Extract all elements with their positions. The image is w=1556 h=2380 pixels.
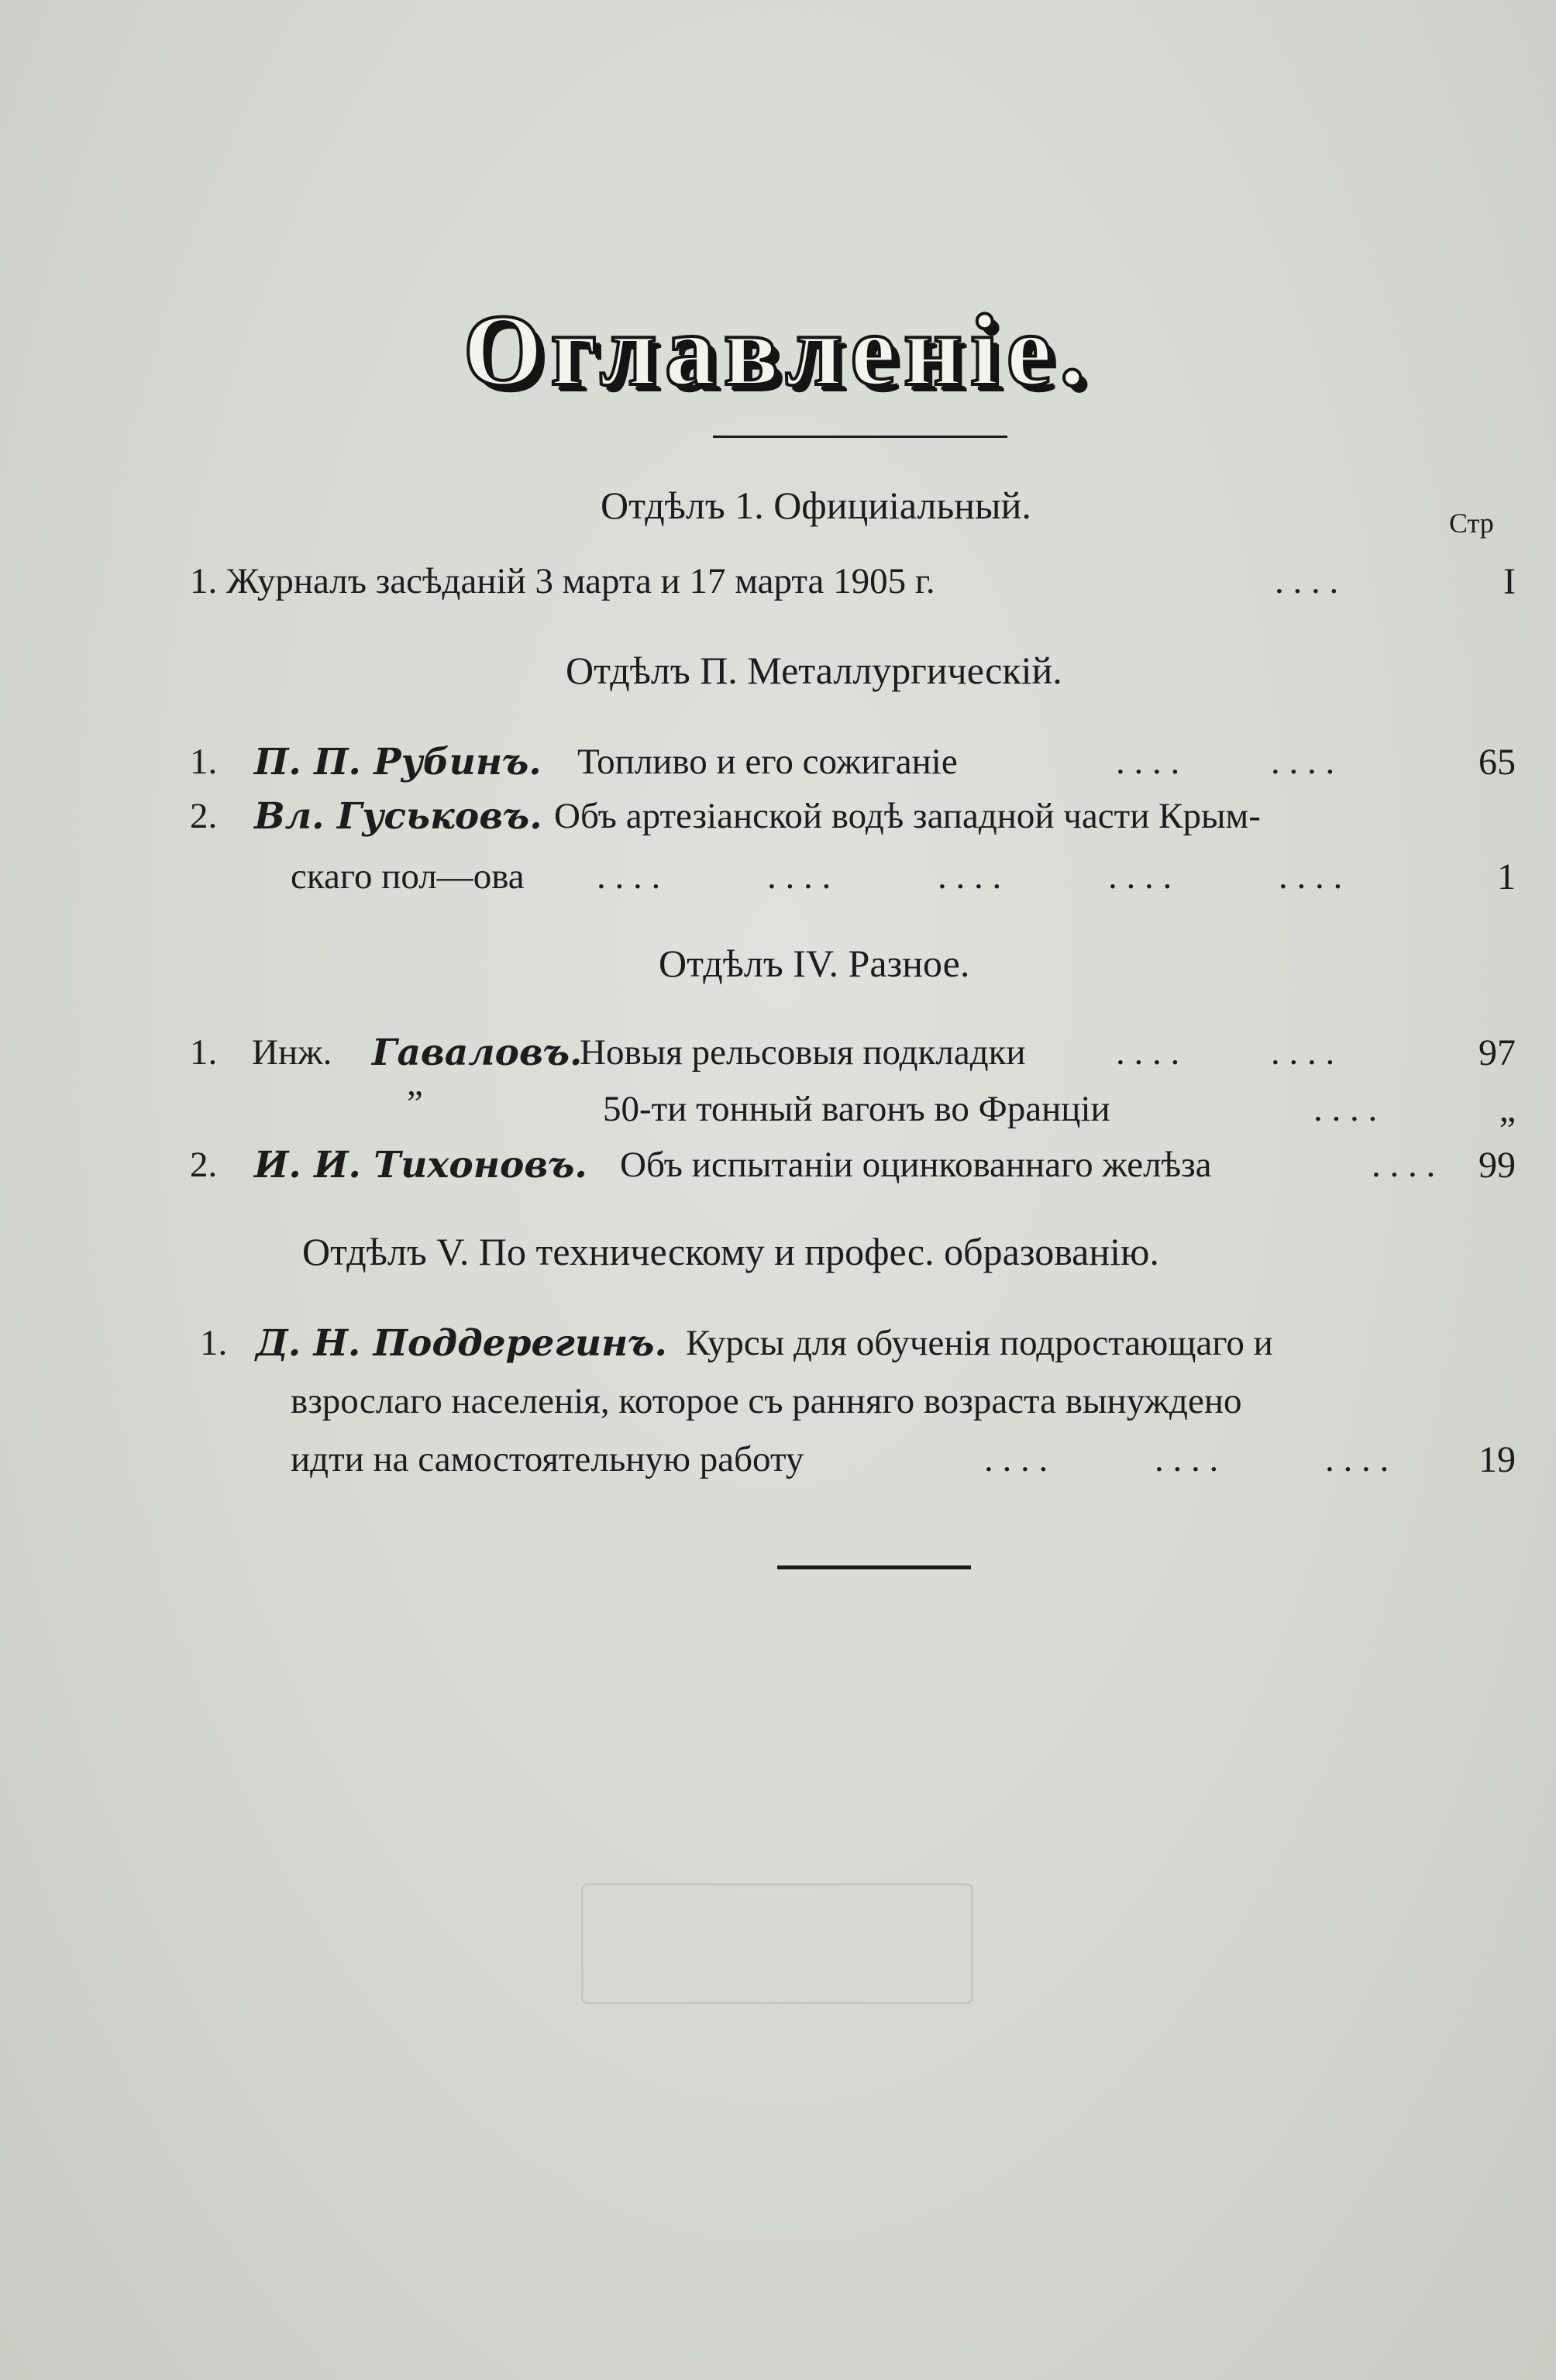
toc-entry-author: П. П. Рубинъ. [254,741,542,784]
dot-leader: . . . . [1325,1439,1389,1479]
dot-leader: . . . . [767,856,831,897]
toc-entry-number: 1. [200,1323,228,1363]
dot-leader: . . . . [1372,1145,1436,1185]
dot-leader: . . . . [1271,742,1335,782]
dot-leader: . . . . [1116,742,1180,782]
toc-entry-text: Топливо и его сожиганіе [577,742,958,782]
dot-leader: . . . . [597,856,661,897]
dot-leader: . . . . [938,856,1002,897]
document-title: Оглавленіе. [463,293,1093,407]
toc-entry-continuation: скаго пол—ова [291,856,525,897]
page-column-label: Стр [1449,508,1494,539]
toc-entry-author: Д. Н. Поддерегинъ. [256,1322,667,1365]
dot-leader: . . . . [1116,1032,1180,1073]
toc-entry-author: Вл. Гуськовъ. [254,795,542,838]
toc-entry-number: 1. [190,1032,218,1073]
toc-entry-text: 50-ти тонный вагонъ во Франціи [603,1089,1110,1129]
toc-entry-text: идти на самостоятельную работу [291,1439,804,1479]
dot-leader: . . . . [1271,1032,1335,1073]
toc-entry-author: И. И. Тихоновъ. [254,1144,587,1187]
section-heading-5: Отдѣлъ V. По техническому и профес. образованію. [302,1230,1159,1273]
toc-entry-text: Курсы для обученія подростающаго и [686,1323,1273,1363]
toc-entry-number: 2. [190,1145,218,1185]
toc-entry-number: 1. [190,742,218,782]
toc-entry-page: 65 [1479,742,1516,783]
toc-entry-text: взрослаго населенія, которое съ ранняго возраста вынуждено [291,1381,1242,1421]
toc-entry-prefix: Инж. [252,1032,332,1073]
toc-entry-text: Объ артезіанской водѣ западной части Крым- [554,796,1261,836]
toc-entry-text: 1. Журналъ засѣданій 3 марта и 17 марта 1905 г. [190,561,935,601]
toc-entry-page: I [1503,561,1516,602]
dot-leader: . . . . [1275,561,1339,601]
toc-entry-text: Объ испытаніи оцинкованнаго желѣза [620,1145,1212,1185]
dot-leader: . . . . [1155,1439,1219,1479]
dot-leader: . . . . [1313,1089,1378,1129]
dot-leader: . . . . [1108,856,1172,897]
toc-entry-page: 97 [1479,1032,1516,1073]
section-heading-2: Отдѣлъ П. Металлургическій. [566,649,1062,692]
toc-entry-text: Новыя рельсовыя подкладки [580,1032,1026,1073]
dot-leader: . . . . [1279,856,1343,897]
ditto-mark: „ [407,1063,423,1104]
title-divider [713,436,1007,438]
toc-entry-page: 19 [1479,1439,1516,1480]
toc-entry-author: Гаваловъ. [372,1032,583,1074]
section-heading-4: Отдѣлъ IV. Разное. [659,942,970,985]
toc-entry-page: 1 [1497,856,1516,897]
section-heading-1: Отдѣлъ 1. Официіальный. [601,484,1031,527]
toc-entry-number: 2. [190,796,218,836]
toc-entry-page: „ [1499,1089,1516,1130]
dot-leader: . . . . [984,1439,1048,1479]
toc-entry-page: 99 [1479,1145,1516,1186]
faded-stamp [581,1883,973,2004]
end-divider [777,1565,971,1569]
